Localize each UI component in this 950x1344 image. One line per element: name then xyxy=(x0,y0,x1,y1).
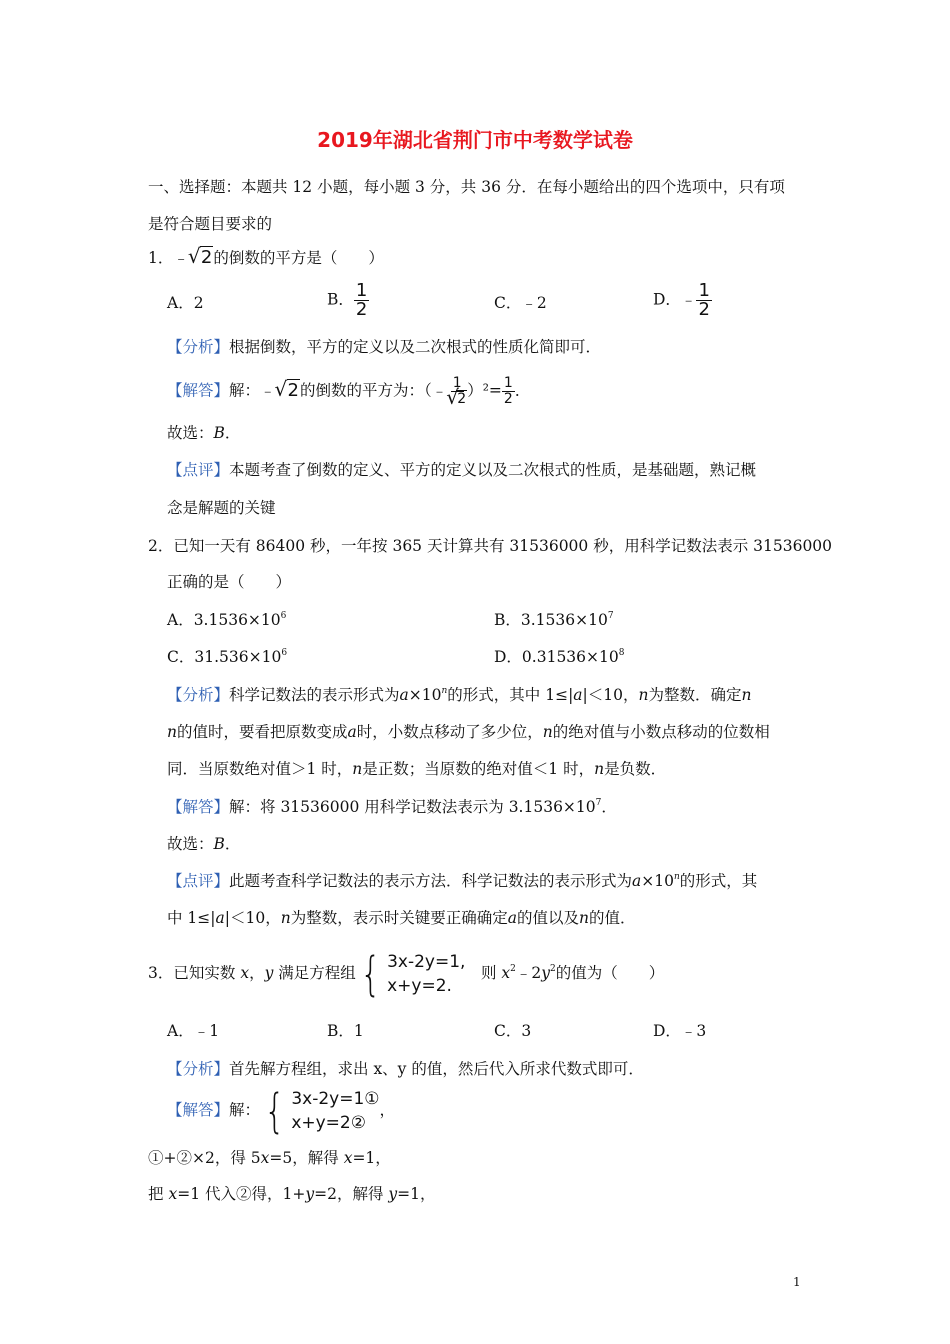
q3-option-a: A．﹣1 xyxy=(167,1022,220,1040)
q2-stem-line1: 2．已知一天有 86400 秒，一年按 365 天计算共有 31536000 秒，用科学记数法表示 31536000 xyxy=(148,537,833,555)
fraction: 1 √ 2 xyxy=(447,376,467,407)
q1-comment-line1: 【点评】本题考查了倒数的定义、平方的定义以及二次根式的性质，是基础题，熟记概 xyxy=(167,461,757,479)
q2-choice: 故选：B． xyxy=(167,835,241,853)
q2-comment-line2: 中 1≤|a|＜10，n为整数，表示时关键要正确确定a的值以及n的值． xyxy=(167,909,636,927)
q2-stem-line2: 正确的是（ ） xyxy=(167,573,292,591)
q1-analysis: 【分析】根据倒数，平方的定义以及二次根式的性质化简即可． xyxy=(167,338,602,356)
q3-analysis: 【分析】首先解方程组，求出 x、y 的值，然后代入所求代数式即可． xyxy=(167,1060,644,1078)
q1-comment-line2: 念是解题的关键 xyxy=(167,499,276,517)
sqrt-expression: √ 2 xyxy=(189,247,213,269)
q3-step1: ①+②×2，得 5x=5，解得 x=1， xyxy=(148,1149,391,1167)
fraction: $\frac{1}{2}$ xyxy=(698,280,710,320)
q1-option-b: B． $\frac{1}{2}$ xyxy=(327,280,368,320)
section-heading-line2: 是符合题目要求的 xyxy=(148,215,273,233)
q1-option-d: D．﹣ $\frac{1}{2}$ xyxy=(653,280,710,320)
q2-answer: 【解答】解：将 31536000 用科学记数法表示为 $3.1536\times 10^7$． xyxy=(167,798,617,816)
equation-system: { 3x-2y=1① x+y=2② xyxy=(264,1084,380,1138)
q2-option-c: C．$31.536\times 10^6$ xyxy=(167,648,288,666)
equation-system: { 3x-2y=1, x+y=2. xyxy=(360,947,466,1001)
q2-option-a: A．$3.1536\times 10^6$ xyxy=(167,611,287,629)
q2-comment-line1: 【点评】此题考查科学记数法的表示方法．科学记数法的表示形式为$a\times 10^n$的形式，其 xyxy=(167,872,758,890)
fraction: $\frac{1}{2}$ xyxy=(355,280,368,320)
q2-analysis-line1: 【分析】科学记数法的表示形式为$a\times 10^n$的形式，其中 1≤|a|＜10，n为整数．确定n xyxy=(167,686,752,704)
page-number: 1 xyxy=(793,1275,801,1289)
q3-option-b: B．1 xyxy=(327,1022,364,1040)
q2-analysis-line2: n的值时，要看把原数变成a时，小数点移动了多少位，n的绝对值与小数点移动的位数相 xyxy=(167,723,770,741)
q1-option-a: A．2 xyxy=(167,294,204,312)
fraction: $\frac{1}{2}$ xyxy=(503,375,513,407)
page-title: 2019年湖北省荆门市中考数学试卷 xyxy=(317,128,633,152)
sqrt-expression: √ 2 xyxy=(276,380,300,402)
section-heading-line1: 一、选择题：本题共 12 小题，每小题 3 分，共 36 分．在每小题给出的四个选项中，只有项 xyxy=(148,178,785,196)
q3-answer: 【解答】解： { 3x-2y=1① x+y=2② ， xyxy=(167,1084,396,1138)
q1-option-c: C．﹣2 xyxy=(494,294,547,312)
q2-option-d: D．$0.31536\times 10^8$ xyxy=(494,648,625,666)
q3-step2: 把 x=1 代入②得，1+y=2，解得 y=1， xyxy=(148,1185,436,1203)
q2-option-b: B．$3.1536\times 10^7$ xyxy=(494,611,614,629)
q3-option-d: D．﹣3 xyxy=(653,1022,707,1040)
q2-analysis-line3: 同．当原数绝对值＞1 时，n是正数；当原数的绝对值＜1 时，n是负数． xyxy=(167,760,667,778)
q3-stem: 3．已知实数 x，y 满足方程组 { 3x-2y=1, x+y=2. 则 $x^2﹣2y^2$的值为（ ） xyxy=(148,947,665,1001)
q1-answer: 【解答】解：﹣√ 2的倒数的平方为：（﹣ 1 √ 2 ）²= $\frac{1}{2}$ ． xyxy=(167,376,530,407)
q1-choice: 故选：B． xyxy=(167,424,241,442)
q3-option-c: C．3 xyxy=(494,1022,532,1040)
q1-stem: 1．﹣√ 2的倒数的平方是（ ） xyxy=(148,247,384,269)
